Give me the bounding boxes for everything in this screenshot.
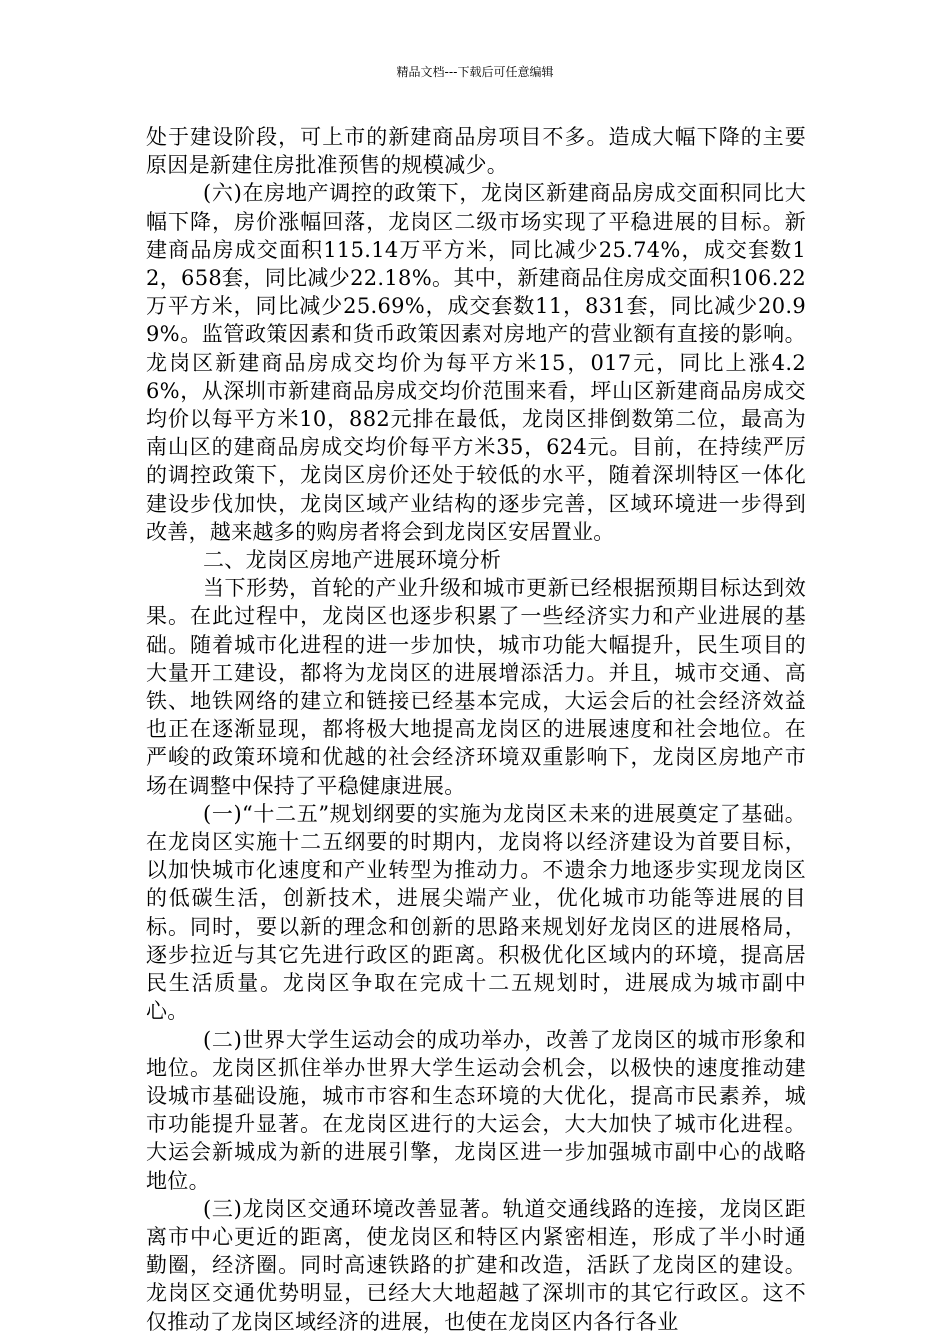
paragraph-section-6: (六)在房地产调控的政策下，龙岗区新建商品房成交面积同比大幅下降，房价涨幅回落，龙岗区二级市场实现了平稳进展的目标。新建商品房成交面积115.14万平方米，同比减少25.74%，成交套数12，658套，同比减少22.18%。其中，新建商品住房成交面积106.22万平方米，同比减少25.69%，成交套数11，831套，同比减少20.99%。监管政策因素和货币政策因素对房地产的营业额有直接的影响。龙岗区新建商品房成交均价为每平方米15，017元，同比上涨4.26%，从深圳市新建商品房成交均价范围来看，坪山区新建商品房成交均价以每平方米10，882元排在最低，龙岗区排倒数第二位，最高为南山区的建商品房成交均价每平方米35，624元。目前，在持续严厉的调控政策下，龙岗区房价还处于较低的水平，随着深圳特区一体化建设步伐加快，龙岗区域产业结构的逐步完善，区域环境进一步得到改善，越来越多的购房者将会到龙岗区安居置业。 <box>146 181 806 544</box>
paragraph-item-1: (一)“十二五”规划纲要的实施为龙岗区未来的进展奠定了基础。在龙岗区实施十二五纲要的时期内，龙岗将以经济建设为首要目标，以加快城市化速度和产业转型为推动力。不遗余力地逐步实现龙岗区的低碳生活，创新技术，进展尖端产业，优化城市功能等进展的目标。同时，要以新的理念和创新的思路来规划好龙岗区的进展格局，逐步拉近与其它先进行政区的距离。积极优化区域内的环境，提高居民生活质量。龙岗区争取在完成十二五规划时，进展成为城市副中心。 <box>146 801 806 1024</box>
document-body <box>146 123 806 1336</box>
paragraph-item-3: (三)龙岗区交通环境改善显著。轨道交通线路的连接，龙岗区距离市中心更近的距离，使龙岗区和特区内紧密相连，形成了半小时通勤圈，经济圈。同时高速铁路的扩建和改造，活跃了龙岗区的建设。龙岗区交通优势明显，已经大大地超越了深圳市的其它行政区。这不仅推动了龙岗区域经济的进展，也使在龙岗区内各行各业 <box>146 1196 806 1334</box>
paragraph-current-situation: 当下形势，首轮的产业升级和城市更新已经根据预期目标达到效果。在此过程中，龙岗区也逐步积累了一些经济实力和产业进展的基础。随着城市化进程的进一步加快，城市功能大幅提升，民生项目的大量开工建设，都将为龙岗区的进展增添活力。并且，城市交通、高铁、地铁网络的建立和链接已经基本完成，大运会后的社会经济效益也正在逐渐显现，都将极大地提高龙岗区的进展速度和社会地位。在严峻的政策环境和优越的社会经济环境双重影响下，龙岗区房地产市场在调整中保持了平稳健康进展。 <box>146 576 806 798</box>
section-heading: 二、龙岗区房地产进展环境分析 <box>203 548 502 573</box>
paragraph-item-2: (二)世界大学生运动会的成功举办，改善了龙岗区的城市形象和地位。龙岗区抓住举办世界大学生运动会机会，以极快的速度推动建设城市基础设施，城市市容和生态环境的大优化，提高市民素养，城市功能提升显著。在龙岗区进行的大运会，大大加快了城市化进程。大运会新城成为新的进展引擎，龙岗区进一步加强城市副中心的战略地位。 <box>146 1027 806 1193</box>
paragraph-continuation: 处于建设阶段，可上市的新建商品房项目不多。造成大幅下降的主要原因是新建住房批准预售的规模减少。 <box>146 125 806 178</box>
page-header: 精品文档---下载后可任意编辑 <box>396 65 554 79</box>
